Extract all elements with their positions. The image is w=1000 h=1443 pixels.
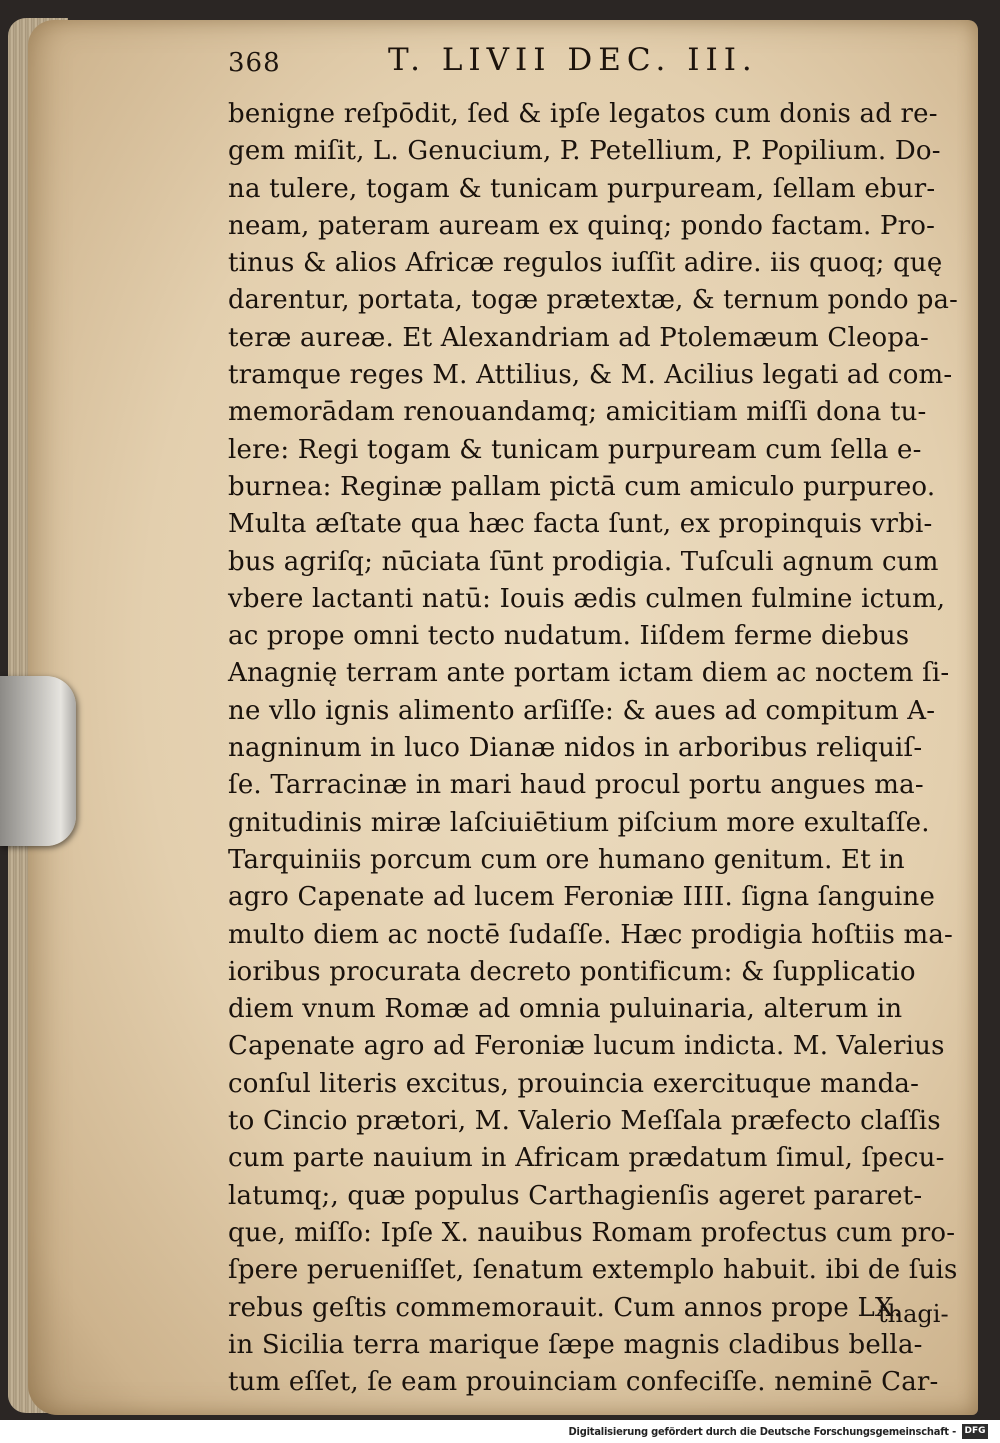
text-line: ſpere perueniſſet, ſenatum extemplo habuit. ibi de ſuis — [228, 1255, 958, 1286]
text-line: latumq;, quæ populus Carthagienſis ageret pararet- — [228, 1180, 923, 1211]
text-line: Capenate agro ad Feroniæ lucum indicta. M. Valerius — [228, 1031, 945, 1062]
body-text — [228, 96, 958, 1401]
text-line: in Sicilia terra marique ſæpe magnis cladibus bella- — [228, 1329, 923, 1360]
text-line: nagninum in luco Dianæ nidos in arboribus reliquiſ- — [228, 733, 923, 764]
text-line: agro Capenate ad lucem Feroniæ IIII. ſigna ſanguine — [228, 882, 936, 913]
text-line: diem vnum Romæ ad omnia puluinaria, alterum in — [228, 994, 903, 1025]
text-line: ſe. Tarracinæ in mari haud procul portu angues ma- — [228, 770, 924, 801]
text-line: neam, pateram auream ex quinq; pondo factam. Pro- — [228, 210, 936, 241]
text-line: tramque reges M. Attilius, & M. Acilius legati ad com- — [228, 360, 953, 391]
catchword: thagi- — [878, 1300, 949, 1328]
page-number: 368 — [228, 48, 281, 78]
text-line: lere: Regi togam & tunicam purpuream cum ſella e- — [228, 434, 922, 465]
footer-bar — [0, 1420, 1000, 1443]
text-line: Anagnię terram ante portam ictam diem ac noctem ſi- — [228, 658, 950, 689]
book-clamp — [0, 676, 76, 846]
text-line: Tarquiniis porcum cum ore humano genitum. Et in — [228, 844, 905, 875]
running-head: T. LIVII DEC. III. — [388, 42, 758, 78]
text-line: rebus geſtis commemorauit. Cum annos prope LX. — [228, 1292, 903, 1323]
text-line: burnea: Reginæ pallam pictā cum amiculo purpureo. — [228, 471, 936, 502]
text-line: ac prope omni tecto nudatum. Iiſdem ferme diebus — [228, 621, 910, 652]
text-line: ne vllo ignis alimento arſiſſe: & aues ad compitum A- — [228, 695, 936, 726]
text-line: to Cincio prætori, M. Valerio Meſſala præfecto claſſis — [228, 1106, 941, 1137]
funding-credit: Digitalisierung gefördert durch die Deutsche Forschungsgemeinschaft - — [568, 1425, 956, 1438]
text-line: teræ aureæ. Et Alexandriam ad Ptolemæum Cleopa- — [228, 322, 929, 353]
text-line: conſul literis excitus, prouincia exercituque manda- — [228, 1068, 920, 1099]
text-line: darentur, portata, togæ prætextæ, & ternum pondo pa- — [228, 285, 958, 316]
text-line: tinus & alios Africæ regulos iuſſit adire. iis quoq; quę — [228, 248, 943, 279]
text-line: que, miſſo: Ipſe X. nauibus Romam profectus cum pro- — [228, 1217, 956, 1248]
text-line: benigne reſpōdit, ſed & ipſe legatos cum donis ad re- — [228, 99, 938, 129]
text-line: vbere lactanti natū: Iouis ædis culmen fulmine ictum, — [228, 583, 946, 614]
dfg-logo: DFG — [962, 1424, 988, 1439]
text-line: Multa æſtate qua hæc facta ſunt, ex propinquis vrbi- — [228, 509, 933, 540]
text-line: bus agriſq; nūciata ſūnt prodigia. Tuſculi agnum cum — [228, 546, 939, 577]
page-header — [228, 42, 968, 82]
text-line: gem miſit, L. Genucium, P. Petellium, P. Popilium. Do- — [228, 136, 941, 167]
text-line: tum eſſet, ſe eam prouinciam confeciſſe. neminē Car- — [228, 1367, 939, 1398]
text-line: gnitudinis miræ laſciuiētium piſcium more exultaſſe. — [228, 807, 930, 838]
text-line: na tulere, togam & tunicam purpuream, ſellam ebur- — [228, 173, 936, 204]
text-line: ioribus procurata decreto pontificum: & ſupplicatio — [228, 956, 916, 987]
text-line: multo diem ac noctē ſudaſſe. Hæc prodigia hoſtiis ma- — [228, 919, 954, 950]
text-line: cum parte nauium in Africam prædatum ſimul, ſpecu- — [228, 1143, 945, 1174]
text-line: memorādam renouandamq; amicitiam miſſi dona tu- — [228, 397, 927, 428]
